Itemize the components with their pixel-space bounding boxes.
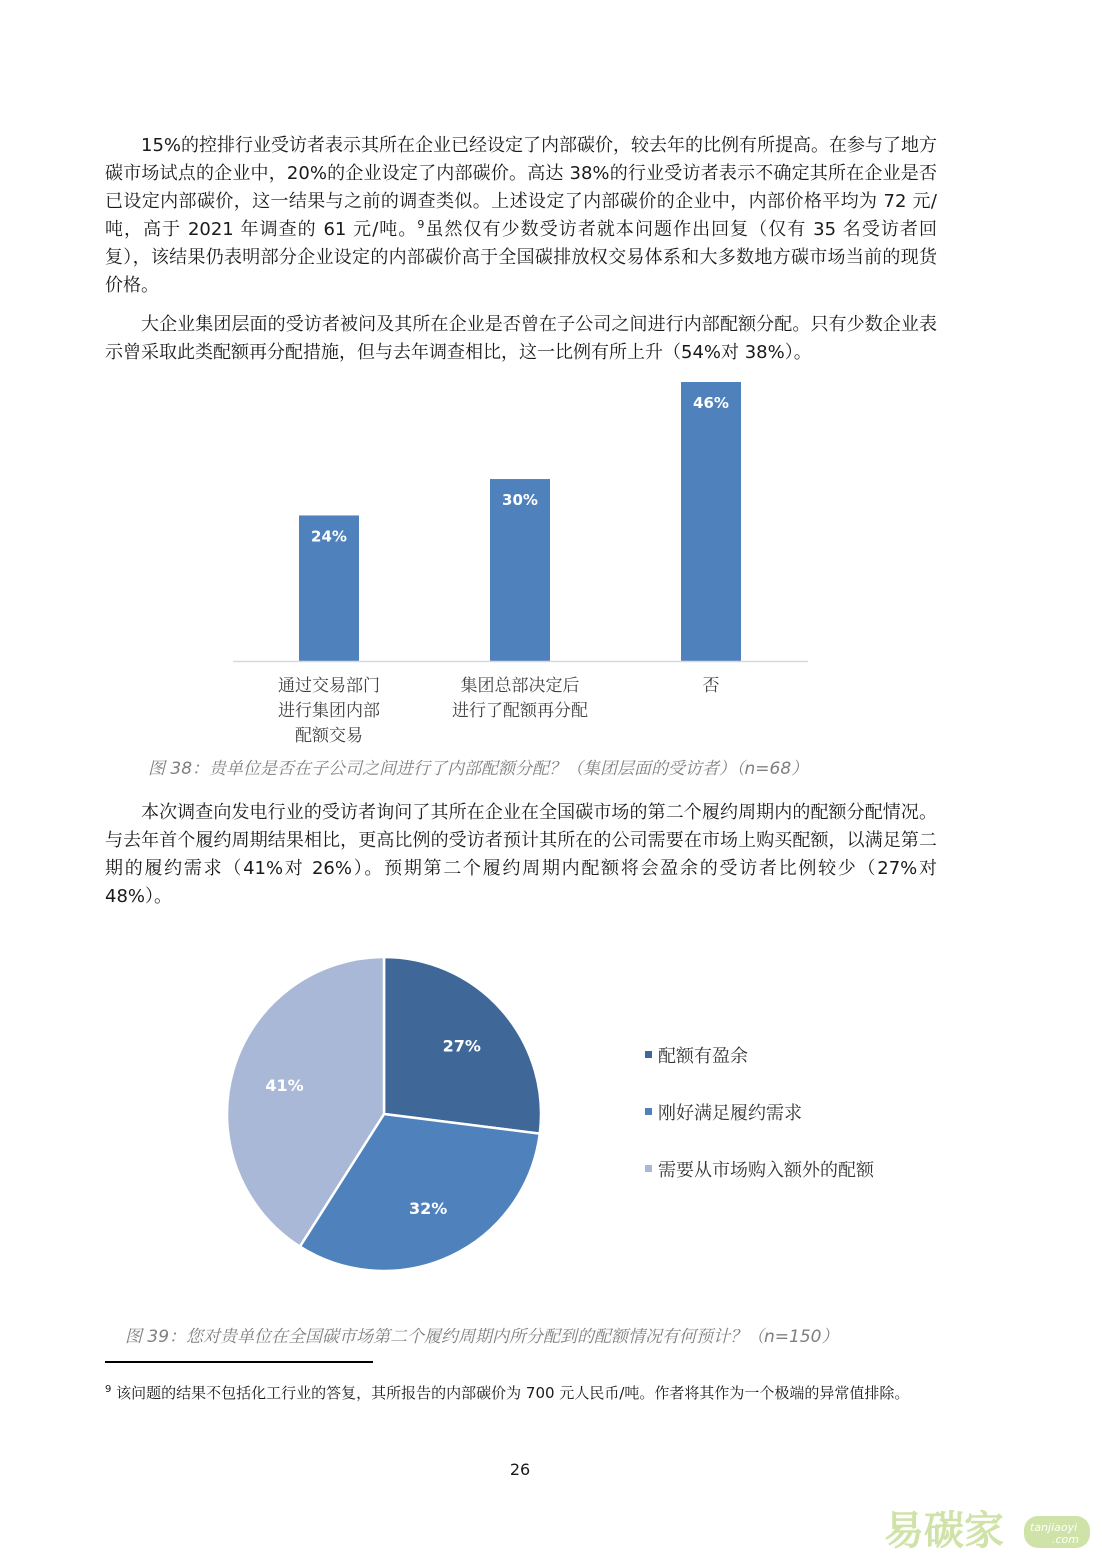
footnote-number: 9 <box>105 1384 112 1395</box>
footnote-ref[interactable]: 9 <box>417 218 425 231</box>
watermark-text: 易碳家 <box>884 1508 1004 1552</box>
legend-label: 需要从市场购入额外的配额 <box>658 1160 874 1181</box>
bar-data-label: 46% <box>693 394 729 412</box>
pie-data-label: 41% <box>265 1076 304 1096</box>
watermark-sub: tanjiaoyi <box>1030 1521 1078 1534</box>
legend-label: 刚好满足履约需求 <box>658 1103 802 1124</box>
legend-item <box>645 1099 945 1156</box>
pie-chart <box>220 950 550 1280</box>
bar-data-label: 24% <box>311 527 347 546</box>
pie-legend <box>645 1042 945 1213</box>
category-label: 进行了配额再分配 <box>452 701 588 721</box>
bar-3 <box>681 382 741 661</box>
category-label: 通过交易部门 <box>278 676 380 696</box>
footnote-divider <box>105 1361 373 1363</box>
page-number: 26 <box>509 1460 531 1479</box>
paragraph-text-tail: 虽然仅有少数受访者就本问题作出回复（仅有 35 名受访者回复），该结果仍表明部分企业设定的内部碳价高于全国碳排放权交易体系和大多数地方碳市场当前的现货价格。 <box>105 219 937 296</box>
footnote <box>105 1381 937 1405</box>
bar-chart <box>230 375 810 750</box>
figure-38-caption: 图 38：贵单位是否在子公司之间进行了内部配额分配？（集团层面的受访者）（n=68） <box>148 759 809 779</box>
legend-swatch <box>645 1165 652 1172</box>
watermark-logo <box>882 1502 1092 1552</box>
legend-item <box>645 1156 945 1213</box>
legend-label: 配额有盈余 <box>658 1046 748 1067</box>
category-label: 进行集团内部 <box>278 701 380 721</box>
bar-data-label: 30% <box>502 491 538 510</box>
watermark-sub-domain: .com <box>1052 1533 1079 1546</box>
legend-item <box>645 1042 945 1099</box>
paragraph-internal-carbon-price <box>105 132 937 300</box>
figure-39-caption: 图 39：您对贵单位在全国碳市场第二个履约周期内所分配到的配额情况有何预计？（n=150） <box>125 1327 839 1347</box>
pie-data-label: 27% <box>442 1036 481 1056</box>
paragraph-quota-redistribution: 大企业集团层面的受访者被问及其所在企业是否曾在子公司之间进行内部配额分配。只有少数企业表示曾采取此类配额再分配措施，但与去年调查相比，这一比例有所上升（54%对 38%）。 <box>105 314 937 363</box>
category-label: 否 <box>702 676 720 696</box>
pie-data-label: 32% <box>408 1198 448 1218</box>
footnote-text: 该问题的结果不包括化工行业的答复，其所报告的内部碳价为 700 元人民币/吨。作者将其作为一个极端的异常值排除。 <box>111 1384 910 1402</box>
paragraph-second-period: 本次调查向发电行业的受访者询问了其所在企业在全国碳市场的第二个履约周期内的配额分配情况。与去年首个履约周期结果相比，更高比例的受访者预计其所在的公司需要在市场上购买配额，以满足第二期的履约需求（41%对 26%）。预期第二个履约周期内配额将会盈余的受访者比例较少（27%对 48%）。 <box>105 802 937 907</box>
category-label: 配额交易 <box>295 726 363 746</box>
legend-swatch <box>645 1051 652 1058</box>
category-label: 集团总部决定后 <box>460 676 580 696</box>
paragraph-text: 15%的控排行业受访者表示其所在企业已经设定了内部碳价，较去年的比例有所提高。在参与了地方碳市场试点的企业中，20%的企业设定了内部碳价。高达 38%的行业受访者表示不确定其所在企业是否已设定内部碳价，这一结果与之前的调查类似。上述设定了内部碳价的企业中，内部价格平均为 72 元/吨，高于 2021 年调查的 61 元/吨。 <box>105 135 938 240</box>
legend-swatch <box>645 1108 652 1115</box>
